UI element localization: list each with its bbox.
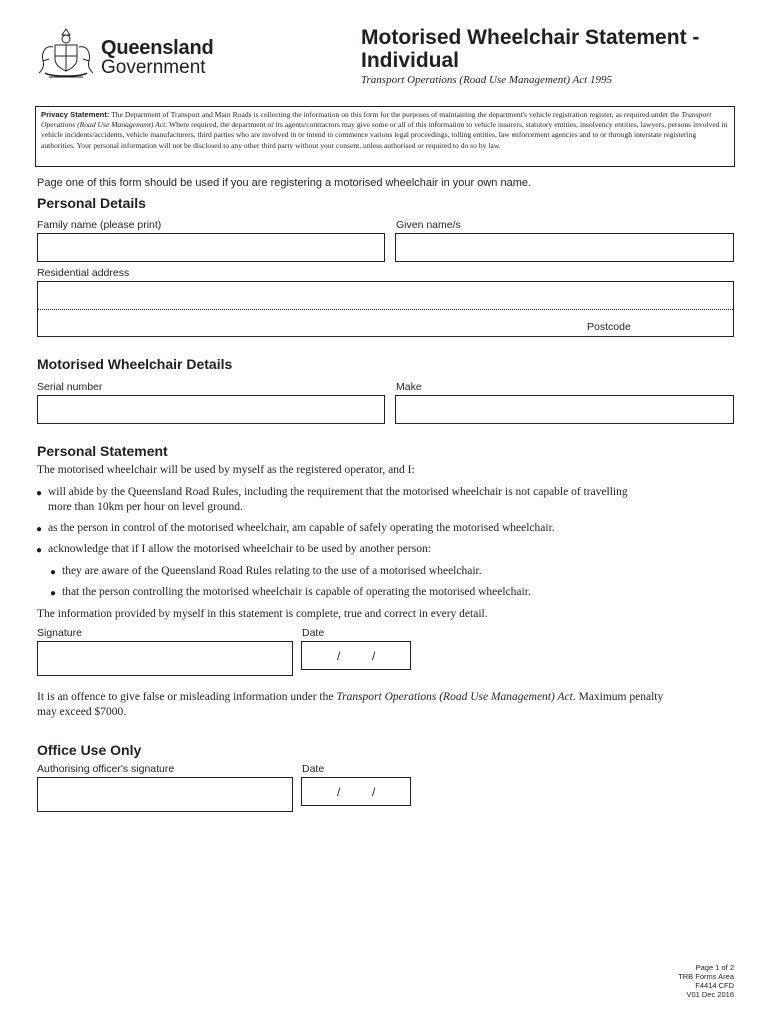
offence-act: Transport Operations (Road Use Management) Act xyxy=(336,691,573,703)
statement-item-1-line-1: will abide by the Queensland Road Rules, including the requirement that the motorised wheelchair is not capable of travelling xyxy=(48,486,628,498)
privacy-text-b: . Where required, the department or its agents/contractors may give some or all of this information to vehicle insurers, statutory entities, insolvency entities, lawyers, persons involved in vehicle incidents/accidents, vehicle manufacturers, third parties who are involved in or intend to commence various legal proceedings, tolling entities, law enforcement agencies and to or through interstate registering authorities. Your personal information will not be disclosed to any other third party without your consent, unless authorised or required to do so by law. xyxy=(41,120,728,150)
office-use-heading: Office Use Only xyxy=(37,742,142,758)
office-date-field[interactable] xyxy=(301,777,411,806)
office-date-label: Date xyxy=(302,763,325,775)
serial-number-label: Serial number xyxy=(37,381,103,393)
bullet-icon: ● xyxy=(36,524,43,535)
title-line-2: Individual xyxy=(361,49,460,72)
footer-version: V01 Dec 2016 xyxy=(686,990,734,999)
family-name-label: Family name (please print) xyxy=(37,219,162,231)
make-label: Make xyxy=(396,381,422,393)
page-title xyxy=(361,26,741,72)
statement-intro: The motorised wheelchair will be used by myself as the registered operator, and I: xyxy=(37,464,415,476)
serial-number-field[interactable] xyxy=(37,395,385,424)
statement-sub-item-2: that the person controlling the motorised wheelchair is capable of operating the motorised wheelchair. xyxy=(62,586,531,598)
signature-field[interactable] xyxy=(37,641,293,676)
officer-signature-label: Authorising officer's signature xyxy=(37,763,175,775)
logo-queensland: Queensland xyxy=(101,37,214,59)
footer-form-code: F4414 CFD xyxy=(695,981,734,990)
act-subtitle: Transport Operations (Road Use Management) Act 1995 xyxy=(361,74,612,86)
address-divider xyxy=(38,309,733,310)
bullet-icon: ● xyxy=(36,488,43,499)
offence-text-a: It is an offence to give false or misleading information under the xyxy=(37,691,337,703)
signature-label: Signature xyxy=(37,627,82,639)
privacy-statement xyxy=(35,106,735,167)
statement-sub-item-1: they are aware of the Queensland Road Rules relating to the use of a motorised wheelchair. xyxy=(62,565,482,577)
wheelchair-details-heading: Motorised Wheelchair Details xyxy=(37,356,233,372)
intro-text: Page one of this form should be used if you are registering a motorised wheelchair in your own name. xyxy=(37,177,532,189)
footer-page-number: Page 1 of 2 xyxy=(695,963,734,972)
offence-line-2: may exceed $7000. xyxy=(37,706,127,718)
officer-signature-field[interactable] xyxy=(37,777,293,812)
logo-government: Government xyxy=(101,57,206,78)
family-name-field[interactable] xyxy=(37,233,385,262)
date-separator: / xyxy=(372,785,376,799)
personal-details-heading: Personal Details xyxy=(37,195,146,211)
date-separator: / xyxy=(337,785,341,799)
residential-address-label: Residential address xyxy=(37,267,130,279)
bullet-icon: ● xyxy=(36,545,43,556)
declaration-text: The information provided by myself in this statement is complete, true and correct in every detail. xyxy=(37,608,488,620)
postcode-label: Postcode xyxy=(587,321,631,333)
given-names-label: Given name/s xyxy=(396,219,461,231)
coat-of-arms-icon xyxy=(35,25,97,83)
offence-notice xyxy=(37,690,737,720)
page-footer xyxy=(630,963,734,999)
footer-area: TRB Forms Area xyxy=(678,972,734,981)
make-field[interactable] xyxy=(395,395,734,424)
bullet-icon: ● xyxy=(50,588,57,599)
given-names-field[interactable] xyxy=(395,233,734,262)
queensland-government-logo xyxy=(35,25,215,85)
date-field[interactable] xyxy=(301,641,411,670)
privacy-text-a: The Department of Transport and Main Roads is collecting the information on this form for the purposes of maintaining the department's vehicle registration register, as required under the xyxy=(109,110,682,119)
bullet-icon: ● xyxy=(50,567,57,578)
personal-statement-heading: Personal Statement xyxy=(37,443,168,459)
privacy-act: Transport Operations (Road Use Management) Act xyxy=(41,110,712,130)
privacy-label: Privacy Statement: xyxy=(41,110,110,119)
residential-address-field[interactable] xyxy=(37,281,734,337)
date-separator: / xyxy=(372,649,376,663)
statement-item-3: acknowledge that if I allow the motorised wheelchair to be used by another person: xyxy=(48,543,431,555)
title-line-1: Motorised Wheelchair Statement - xyxy=(361,26,700,49)
statement-item-2: as the person in control of the motorised wheelchair, am capable of safely operating the motorised wheelchair. xyxy=(48,522,555,534)
offence-text-b: . Maximum penalty xyxy=(572,691,664,703)
statement-item-1-line-2: more than 10km per hour on level ground. xyxy=(48,501,243,513)
date-separator: / xyxy=(337,649,341,663)
date-label: Date xyxy=(302,627,325,639)
